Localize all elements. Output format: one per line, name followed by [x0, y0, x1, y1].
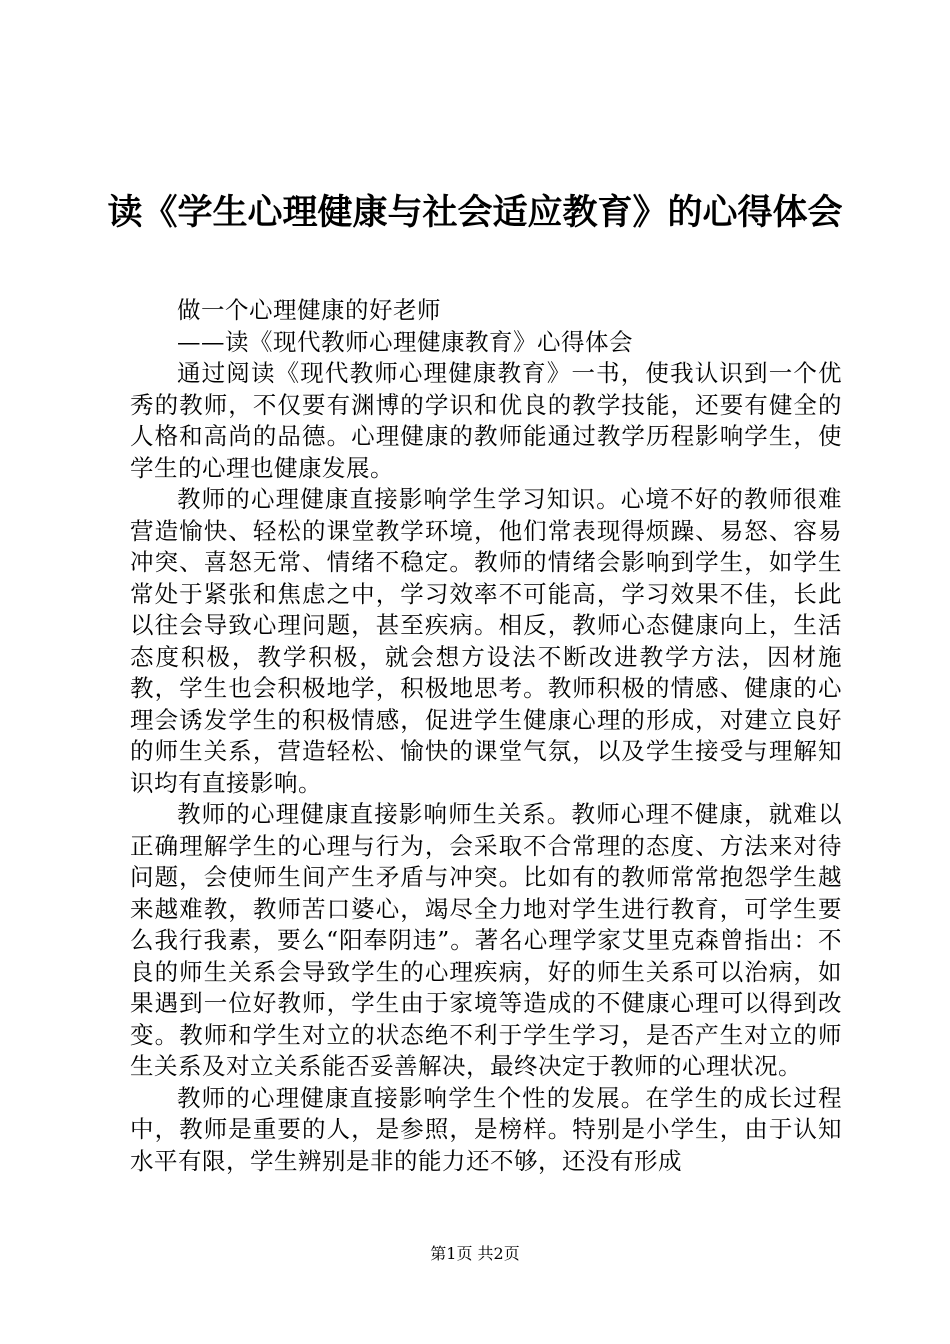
paragraph: 教师的心理健康直接影响学生个性的发展。在学生的成长过程中，教师是重要的人，是参照，是榜样。特别是小学生，由于认知水平有限，学生辨别是非的能力还不够，还没有形成 — [130, 1083, 842, 1175]
document-body — [130, 295, 842, 1177]
subtitle-source: ——读《现代教师心理健康教育》心得体会 — [177, 327, 633, 356]
paragraph: 通过阅读《现代教师心理健康教育》一书，使我认识到一个优秀的教师，不仅要有渊博的学识和优良的教学技能，还要有健全的人格和高尚的品德。心理健康的教师能通过教学历程影响学生，使学生的心理也健康发展。 — [130, 359, 842, 482]
paragraph: 教师的心理健康直接影响学生学习知识。心境不好的教师很难营造愉快、轻松的课堂教学环境，他们常表现得烦躁、易怒、容易冲突、喜怒无常、情绪不稳定。教师的情绪会影响到学生，如学生常处于紧张和焦虑之中，学习效率不可能高，学习效果不佳，长此以往会导致心理问题，甚至疾病。相反，教师心态健康向上，生活态度积极，教学积极，就会想方设法不断改进教学方法，因材施教，学生也会积极地学，积极地思考。教师积极的情感、健康的心理会诱发学生的积极情感，促进学生健康心理的形成，对建立良好的师生关系，营造轻松、愉快的课堂气氛，以及学生接受与理解知识均有直接影响。 — [130, 485, 842, 797]
subtitle: 做一个心理健康的好老师 — [177, 296, 441, 324]
paragraph: 教师的心理健康直接影响师生关系。教师心理不健康，就难以正确理解学生的心理与行为，会采取不合常理的态度、方法来对待问题，会使师生间产生矛盾与冲突。比如有的教师常常抱怨学生越来越难教，教师苦口婆心，竭尽全力地对学生进行教育，可学生要么我行我素，要么“阳奉阴违”。著名心理学家艾里克森曾指出：不良的师生关系会导致学生的心理疾病，好的师生关系可以治病，如果遇到一位好教师，学生由于家境等造成的不健康心理可以得到改变。教师和学生对立的状态绝不利于学生学习，是否产生对立的师生关系及对立关系能否妥善解决，最终决定于教师的心理状况。 — [130, 800, 842, 1080]
document-title: 读《学生心理健康与社会适应教育》的心得体会 — [107, 193, 843, 233]
page-number: 第1页 共2页 — [430, 1244, 520, 1263]
